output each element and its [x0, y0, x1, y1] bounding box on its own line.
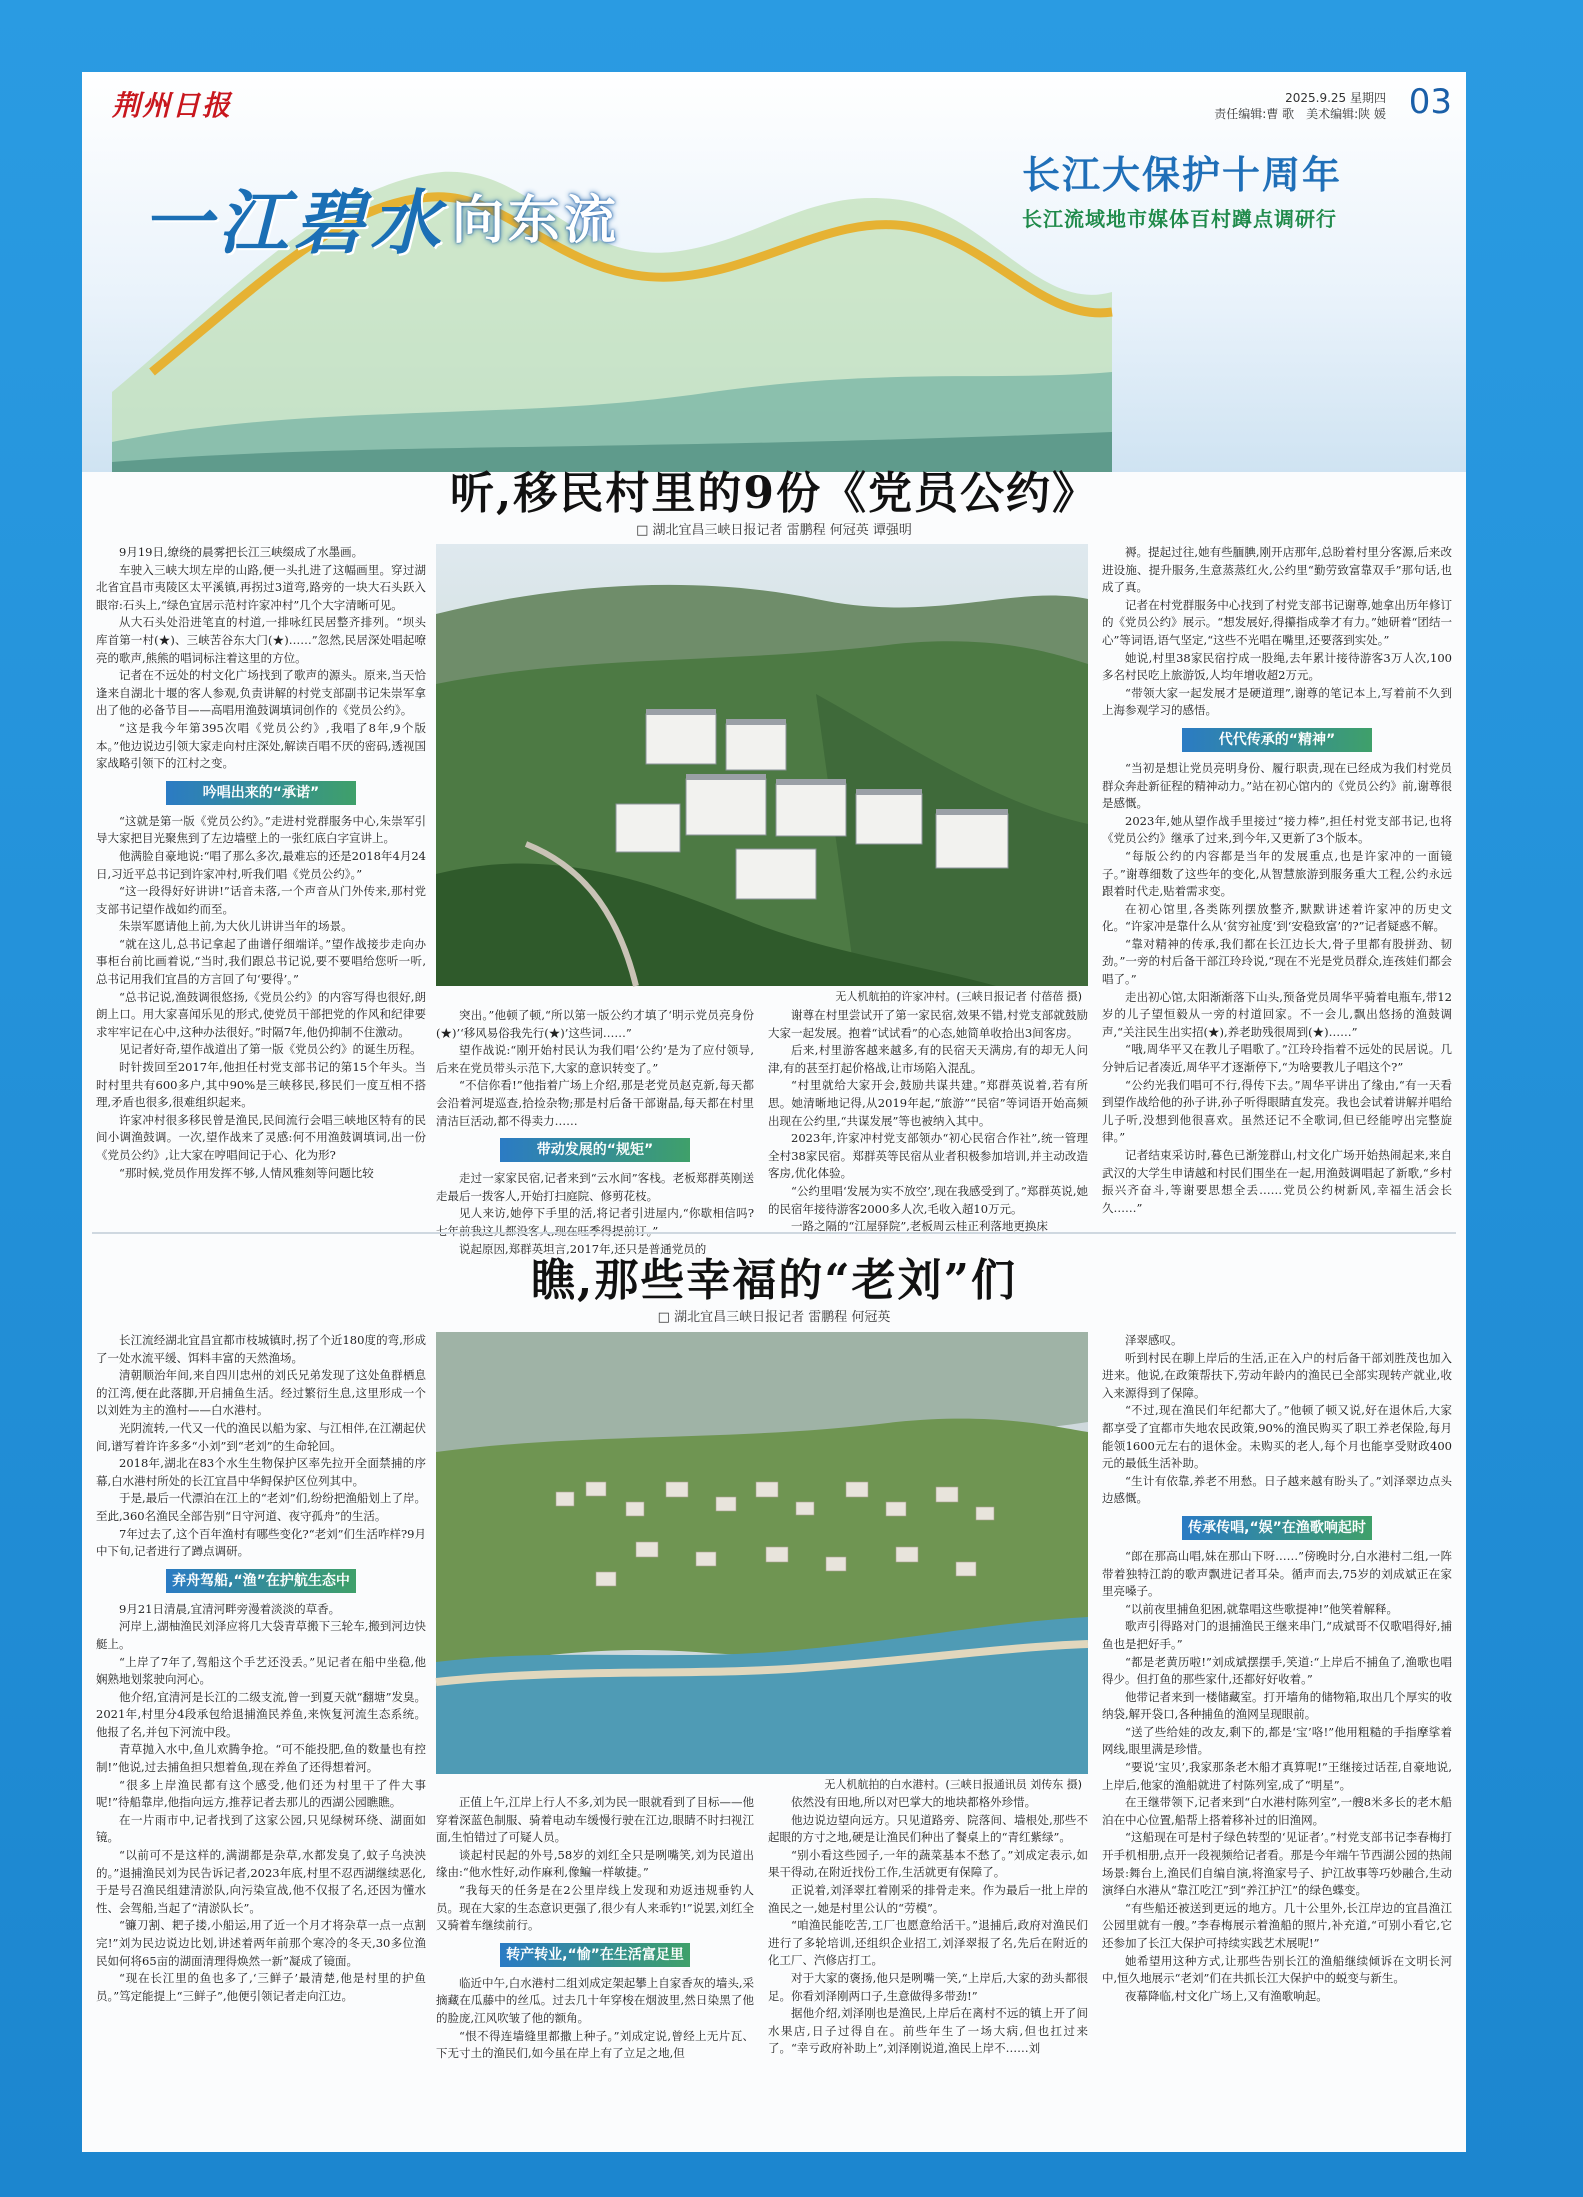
paragraph: “郎在那高山唱,妹在那山下呀……”傍晚时分,白水港村二组,一阵带着独特江韵的歌声飘进记者耳朵。循声而去,75岁的刘成斌正在家里亮嗓子。: [1102, 1548, 1452, 1599]
article1-photo: [436, 544, 1088, 986]
paragraph: 他带记者来到一楼储藏室。打开墙角的储物箱,取出几个厚实的收纳袋,解开袋口,各种捕鱼的渔网呈现眼前。: [1102, 1689, 1452, 1722]
paragraph: “这就是第一版《党员公约》。”走进村党群服务中心,朱崇军引导大家把目光聚焦到了左边墙壁上的一张红底白字宣讲上。: [96, 813, 426, 846]
paragraph: 据他介绍,刘泽刚也是渔民,上岸后在离村不远的镇上开了间水果店,日子过得自在。前些年生了一场大病,但也扛过来了。“幸亏政府补助上”,刘泽刚说道,渔民上岸不……刘: [768, 2006, 1088, 2056]
paragraph: “这是我今年第395次唱《党员公约》,我唱了8年,9个版本。”他边说边引领大家走向村庄深处,解读百唱不厌的密码,透视国家战略引领下的江村之变。: [96, 720, 426, 771]
paragraph: 她希望用这种方式,让那些告别长江的渔船继续倾诉在文明长河中,恒久地展示“老刘”们在共抓长江大保护中的蜕变与新生。: [1102, 1953, 1452, 1986]
paragraph: 记者结束采访时,暮色已渐笼群山,村文化广场开始热闹起来,来自武汉的大学生申请越和村民们围坐在一起,用渔鼓调唱起了新歌,“乡村振兴齐奋斗,等谢要思想全丢……党员公约树新风,幸福生活会长久……”: [1102, 1148, 1452, 1215]
article2-subhead-3: 传承传唱,“娱”在渔歌响起时: [1182, 1516, 1372, 1540]
paragraph: “送了些给娃的改友,剩下的,都是‘宝’咯!”他用粗糙的手指摩挲着网线,眼里满是珍惜。: [1102, 1724, 1452, 1757]
article2-column-4: [1102, 1332, 1452, 2140]
newspaper-page: [82, 72, 1466, 2152]
paragraph: 9月19日,缭绕的晨雾把长江三峡缀成了水墨画。: [119, 545, 364, 559]
paragraph: 褥。提起过往,她有些腼腆,刚开店那年,总盼着村里分客源,后来改进设施、提升服务,生意蒸蒸红火,公约里“勤劳致富靠双手”那句话,也成了真。: [1102, 545, 1452, 595]
paragraph: “以前夜里捕鱼犯困,就靠唱这些歌提神!”他笑着解释。: [1125, 1601, 1399, 1616]
article1-subhead-3: 代代传承的“精神”: [1182, 728, 1372, 752]
paragraph: 车驶入三峡大坝左岸的山路,便一头扎进了这幅画里。穿过湖北省宜昌市夷陵区太平溪镇,再拐过3道弯,路旁的一块大石头跃入眼帘:石头上,“绿色宜居示范村许家冲村”几个大字清晰可见。: [96, 562, 426, 612]
paragraph: 朱崇军愿请他上前,为大伙儿讲讲当年的场景。: [119, 919, 353, 934]
paragraph: 走出初心馆,太阳渐渐落下山头,预备党员周华平骑着电瓶车,带12岁的儿子望恒毅从一旁的村道回家。不一会儿,飘出悠扬的渔鼓调声,“关注民生出实招(★),养老助残很周到(★)……”: [1102, 989, 1452, 1039]
paragraph: 正说着,刘泽翠扛着刚采的排骨走来。作为最后一批上岸的渔民之一,她是村里公认的“劳模”。: [768, 1882, 1088, 1915]
article1-photo-caption: 无人机航拍的许家冲村。(三峡日报记者 付蓓蓓 摄): [835, 990, 1082, 1003]
paragraph: 时针拨回至2017年,他担任村党支部书记的第15个年头。当时村里共有600多户,其中90%是三峡移民,移民们一度互相不搭理,矛盾也很多,很难组织起来。: [96, 1060, 426, 1110]
paragraph: “以前可不是这样的,满湖都是杂草,水都发臭了,蚊子乌泱泱的。”退捕渔民刘为民告诉记者,2023年底,村里不忍西湖继续恶化,于是号召渔民组建清淤队,向污染宣战,他不仅报了名,还因为懂水性、会驾船,当起了“清淤队长”。: [96, 1848, 426, 1915]
paragraph: 夜幕降临,村文化广场上,又有渔歌响起。: [1125, 1988, 1328, 2003]
article1-column-2: [436, 1007, 754, 1256]
paragraph: “那时候,党员作用发挥不够,人情风雅刻等问题比较: [119, 1165, 374, 1180]
paragraph: 在初心馆里,各类陈列摆放整齐,默默讲述着许家冲的历史文化。“许家冲是靠什么从‘贫穷祉度’到‘安稳致富’的?”记者疑惑不解。: [1102, 901, 1452, 934]
paragraph: 走过一家家民宿,记者来到“云水间”客栈。老板郑群英刚送走最后一拨客人,开始打扫庭院、修剪花枝。: [436, 1171, 754, 1203]
paragraph: 河岸上,湖柚渔民刘泽应将几大袋青草搬下三轮车,搬到河边快艇上。: [96, 1619, 426, 1651]
paragraph: “总书记说,渔鼓调很悠扬,《党员公约》的内容写得也很好,朗朗上口。用大家喜闻乐见的形式,使党员干部把党的作风和纪律要求牢牢记在心中,这种办法很好。”时隔7年,他仍抑制不住激动。: [96, 989, 426, 1039]
paragraph: 光阴流转,一代又一代的渔民以船为家、与江相伴,在江潮起伏间,谱写着许许多多“小刘”到“老刘”的生命轮回。: [96, 1420, 426, 1453]
article1-subhead-1: 吟唱出来的“承诺”: [166, 781, 356, 805]
paragraph: 谢尊在村里尝试开了第一家民宿,效果不错,村党支部就鼓励大家一起发展。抱着“试试看”的心态,她简单收拾出3间客房。: [768, 1008, 1088, 1040]
paragraph: 谈起村民起的外号,58岁的刘红全只是咧嘴笑,刘为民道出缘由:“他水性好,动作麻利,像鳊一样敏捷。”: [436, 1847, 754, 1880]
paragraph: 2018年,湖北在83个水生生物保护区率先拉开全面禁捕的序幕,白水港村所处的长江宜昌中华鲟保护区位列其中。: [96, 1456, 426, 1488]
paragraph: 在王继带领下,记者来到“白水港村陈列室”,一艘8米多长的老木船泊在中心位置,船帮上搭着移补过的旧渔网。: [1102, 1795, 1452, 1827]
article1-column-1: [96, 544, 426, 1219]
paragraph: 对于大家的褒扬,他只是咧嘴一笑,“上岸后,大家的劲头都很足。你看刘泽刚两口子,生意做得多带劲!”: [768, 1970, 1088, 2003]
paragraph: “当初是想让党员亮明身份、履行职责,现在已经成为我们村党员群众奔赴新征程的精神动力。”站在初心馆内的《党员公约》前,谢尊很是感慨。: [1102, 760, 1452, 811]
page-number: 03: [1408, 82, 1452, 122]
series-title: 长江大保护十周年: [1022, 153, 1343, 197]
paragraph: 临近中午,白水港村二组刘成定架起攀上自家香灰的墙头,采摘藏在瓜藤中的丝瓜。过去几十年穿梭在烟波里,然日染黑了他的脸庞,江风吹皱了他的额角。: [436, 1975, 754, 2025]
series-box: [1022, 144, 1402, 234]
paragraph: “镰刀割、耙子搂,小船运,用了近一个月才将杂草一点一点割完!”刘为民边说边比划,讲述着两年前那个寒冷的冬天,30多位渔民如何将65亩的湖面清理得焕然一新”凝成了镜面。: [96, 1918, 426, 1968]
paragraph: “带领大家一起发展才是硬道理”,谢尊的笔记本上,写着前不久到上海参观学习的感悟。: [1102, 685, 1452, 718]
paragraph: 长江流经湖北宜昌宜都市枝城镇时,拐了个近180度的弯,形成了一处水流平缓、饵料丰富的天然渔场。: [96, 1333, 426, 1365]
paragraph: 清朝顺治年间,来自四川忠州的刘氏兄弟发现了这处鱼群栖息的江湾,便在此落脚,开启捕鱼生活。经过繁衍生息,这里形成一个以刘姓为主的渔村——白水港村。: [96, 1368, 426, 1418]
article2-photo-caption: 无人机航拍的白水港村。(三峡日报通讯员 刘传东 摄): [824, 1778, 1082, 1791]
paragraph: 2023年,许家冲村党支部领办“初心民宿合作社”,统一管理全村38家民宿。郑群英等民宿从业者积极参加培训,并主动改造客房,优化体验。: [768, 1131, 1088, 1181]
article2-subhead-2: 转产转业,“愉”在生活富足里: [500, 1943, 690, 1967]
issue-editors: 责任编辑:曹 歌 美术编辑:陕 媛: [1214, 107, 1386, 121]
paragraph: “公约光我们唱可不行,得传下去。”周华平讲出了缘由,“有一天看到望作战给他的孙子讲,孙子听得眼睛直发亮。我也会试着讲解并唱给儿子听,没想到他很喜欢。虽然还记不全歌词,但已经能哼出完整旋律。”: [1102, 1077, 1452, 1145]
paragraph: “我每天的任务是在2公里岸线上发现和劝返违规垂钓人员。现在大家的生态意识更强了,很少有人来乖钓!”说罢,刘红全又骑着车继续前行。: [436, 1882, 754, 1933]
paragraph: “每版公约的内容都是当年的发展重点,也是许家冲的一面镜子。”谢尊细数了这些年的变化,从智慧旅游到服务重大工程,公约永远跟着时代走,贴着需求变。: [1102, 848, 1452, 899]
series-subtitle: 长江流域地市媒体百村蹲点调研行: [1022, 207, 1337, 231]
paragraph: “村里就给大家开会,鼓励共谋共建。”郑群英说着,若有所思。她清晰地记得,从2019年起,“旅游”“民宿”等词语开始高频出现在公约里,“共谋发展”等也被纳入其中。: [768, 1078, 1088, 1128]
banner-art-title: 一江碧水: [142, 181, 446, 264]
paragraph: 一路之隔的“江屋驿院”,老板周云桂正利落地更换床: [791, 1219, 1048, 1234]
paragraph: 他边说边望向远方。只见道路旁、院落间、墙根处,那些不起眼的方寸之地,硬是让渔民们种出了餐桌上的“青红紫绿”。: [768, 1812, 1088, 1845]
paragraph: 正值上午,江岸上行人不多,刘为民一眼就看到了目标——他穿着深蓝色制服、骑着电动车缓慢行驶在江边,眼睛不时扫视江面,生怕错过了可疑人员。: [436, 1795, 754, 1845]
paragraph: 在一片雨市中,记者找到了这家公园,只见绿树环绕、湖面如镜。: [96, 1812, 426, 1845]
paragraph: “不信你看!”他指着广场上介绍,那是老党员赵克新,每天都会沿着河堤巡查,拾捡杂物;那是村后备干部谢晶,每天都在村里清洁巨活动,都不得卖力……: [436, 1078, 754, 1128]
paragraph: 突出。”他顿了顿,“所以第一版公约才填了‘明示党员亮身份(★)’‘移风易俗我先行(★)’这些词……”: [436, 1008, 754, 1040]
paragraph: “这一段得好好讲讲!”话音未落,一个声音从门外传来,那村党支部书记望作战如约而至。: [96, 884, 426, 916]
issue-date: 2025.9.25 星期四: [1285, 91, 1386, 105]
paragraph: “都是老黄历啦!”刘成斌摆摆手,笑道:“上岸后不捕鱼了,渔歌也唱得少。但打鱼的那些家什,还都好好收着。”: [1102, 1654, 1452, 1687]
article2-photo: [436, 1332, 1088, 1774]
paragraph: 青草抛入水中,鱼儿欢腾争抢。“可不能投肥,鱼的数量也有控制!”他说,过去捕鱼担只想着鱼,现在养鱼了还得想着河。: [96, 1742, 426, 1775]
paragraph: “现在长江里的鱼也多了,‘三鲜子’最清楚,他是村里的护鱼员。”笃定能提上“三鲜子”,他便引领记者走向江边。: [96, 1971, 426, 2003]
paragraph: 9月21日清晨,宜清河畔旁漫着淡淡的草香。: [119, 1601, 341, 1616]
paragraph: 依然没有田地,所以对巴掌大的地块都格外珍惜。: [791, 1795, 1037, 1809]
article-divider: [92, 1232, 1456, 1234]
paragraph: 7年过去了,这个百年渔村有哪些变化?“老刘”们生活咋样?9月中下旬,记者进行了蹲点调研。: [96, 1526, 426, 1559]
banner-art-title-2: 向东流: [452, 191, 621, 251]
paragraph: 从大石头处沿进笔直的村道,一排咏红民居整齐排列。“坝头库首第一村(★)、三峡苦谷东大门(★)……”忽然,民居深处唱起嘹亮的歌声,熊熊的唱词标注着这里的方位。: [96, 615, 426, 665]
masthead-banner: [82, 72, 1466, 472]
article2-column-3: [768, 1794, 1088, 2140]
article2-subhead-1: 弃舟驾船,“渔”在护航生态中: [166, 1569, 356, 1593]
paragraph: “有些船还被送到更远的地方。几十公里外,长江岸边的宜昌渔江公园里就有一艘。”李春梅展示着渔船的照片,补充道,“可别小看它,它还参加了长江大保护可持续实践艺术展呢!”: [1102, 1900, 1452, 1950]
article1-column-4: [1102, 544, 1452, 1219]
issue-meta: [1214, 90, 1386, 122]
paragraph: “公约里唱‘发展为实不放空’,现在我感受到了。”郑群英说,她的民宿年接待游客2000多人次,毛收入超10万元。: [768, 1183, 1088, 1216]
paragraph: 于是,最后一代漂泊在江上的“老刘”们,纷纷把渔船划上了岸。至此,360名渔民全部告别“日守河道、夜守孤舟”的生活。: [96, 1491, 426, 1523]
paragraph: 泽翠感叹。: [1125, 1333, 1183, 1347]
paragraph: “很多上岸渔民都有这个感受,他们还为村里干了件大事呢!”待船靠岸,他指向远方,推荐记者去那儿的西湖公园瞧瞧。: [96, 1777, 426, 1810]
article2-column-1: [96, 1332, 426, 2140]
paragraph: 2023年,她从望作战手里接过“接力棒”,担任村党支部书记,也将《党员公约》继承了过来,到今年,又更新了3个版本。: [1102, 813, 1452, 846]
article1-subhead-2: 带动发展的“规矩”: [500, 1138, 690, 1162]
article1-column-3: [768, 1007, 1088, 1234]
paragraph: 后来,村里游客越来越多,有的民宿天天满房,有的却无人问津,有的甚至打起价格战,让市场陷入混乱。: [768, 1043, 1088, 1075]
paragraph: “生计有依靠,养老不用愁。日子越来越有盼头了。”刘泽翠边点头边感慨。: [1102, 1473, 1452, 1506]
article2-byline: □ 湖北宜昌三峡日报记者 雷鹏程 何冠英: [657, 1310, 891, 1325]
paragraph: “靠对精神的传承,我们都在长江边长大,骨子里都有股拼劲、韧劲。”一旁的村后备干部江玲玲说,“现在不光是党员群众,连孩娃们都会唱了。”: [1102, 936, 1452, 987]
paragraph: “上岸了7年了,驾船这个手艺还没丢。”见记者在船中坐稳,他娴熟地划浆驶向河心。: [96, 1654, 426, 1687]
paragraph: 许家冲村很多移民曾是渔民,民间流行会唱三峡地区特有的民间小调渔鼓调。一次,望作战来了灵感:何不用渔鼓调填词,出一份《党员公约》,让大家在哼唱间记于心、化为形?: [96, 1112, 426, 1162]
article1-headline: 听,移民村里的9份《党员公约》: [450, 468, 1098, 519]
paragraph: 见人来访,她停下手里的活,将记者引进屋内,“你歇相信吗?七年前我这儿都没客人,现在旺季得提前订。”: [436, 1206, 754, 1238]
article1-byline: □ 湖北宜昌三峡日报记者 雷鹏程 何冠英 谭强明: [636, 523, 912, 538]
paragraph: 她说,村里38家民宿拧成一股绳,去年累计接待游客3万人次,100多名村民吃上旅游饭,人均年增收超2万元。: [1102, 650, 1452, 683]
article2-headline: 瞧,那些幸福的“老刘”们: [531, 1255, 1017, 1306]
paragraph: “别小看这些园子,一年的蔬菜基本不愁了。”刘成定表示,如果干得动,在附近找份工作,生活就更有保障了。: [768, 1847, 1088, 1880]
paragraph: 他介绍,宜清河是长江的二级支流,曾一到夏天就“翻塘”发臭。2021年,村里分4段承包给退捕渔民养鱼,来恢复河流生态系统。他报了名,并包下河流中段。: [96, 1689, 426, 1739]
paragraph: “不过,现在渔民们年纪都大了。”他顿了顿又说,好在退休后,大家都享受了宜都市失地农民政策,90%的渔民购买了职工养老保险,每月能领1600元左右的退休金。未购买的老人,每个月也能享受财政400元的最低生活补助。: [1102, 1403, 1452, 1471]
paragraph: “哦,周华平又在教儿子唱歌了。”江玲玲指着不远处的民居说。几分钟后记者凑近,周华平才逐渐停下,“为啥要教儿子唱这个?”: [1102, 1042, 1452, 1075]
paragraph: “咱渔民能吃苦,工厂也愿意给活干。”退捕后,政府对渔民们进行了多轮培训,还组织企业招工,刘泽翠报了名,先后在附近的化工厂、汽修店打工。: [768, 1918, 1088, 1968]
paragraph: 听到村民在聊上岸后的生活,正在入户的村后备干部刘胜茂也加入进来。他说,在政策帮扶下,劳动年龄内的渔民已全部实现转产就业,收入来源得到了保障。: [1102, 1350, 1452, 1400]
article2-column-2: [436, 1794, 754, 2140]
paragraph: 望作战说:“刚开始村民认为我们唱‘公约’是为了应付领导,后来在党员带头示范下,大家的意识转变了。”: [436, 1043, 754, 1075]
paragraph: “这船现在可是村子绿色转型的‘见证者’。”村党支部书记李春梅打开手机相册,点开一段视频给记者看。那是今年端午节西湖公园的热闹场景:舞台上,渔民们自编自演,将渔家号子、护江故事等巧妙融合,生动演绎白水港从“靠江吃江”到“养江护江”的绿色蝶变。: [1102, 1830, 1452, 1898]
paragraph: 他满脸自豪地说:“唱了那么多次,最难忘的还是2018年4月24日,习近平总书记到许家冲村,听我们唱《党员公约》。”: [96, 848, 426, 881]
paragraph: 记者在不远处的村文化广场找到了歌声的源头。原来,当天恰逢来自湖北十堰的客人参观,负责讲解的村党支部副书记朱崇军拿出了他的必备节目——高唱用渔鼓调填词创作的《党员公约》。: [96, 668, 426, 718]
paragraph: 记者在村党群服务中心找到了村党支部书记谢尊,她拿出历年修订的《党员公约》展示。“想发展好,得攥指成拳才有力。”她研着“团结一心”等词语,语气坚定,“这些不光唱在嘴里,还要落到实处。”: [1102, 597, 1452, 647]
paragraph: “就在这儿,总书记拿起了曲谱仔细端详。”望作战接步走向办事柜台前比画着说,“当时,我们跟总书记说,要不要唱给您听一听,总书记用我们宜昌的方言回了句‘要得’。”: [96, 936, 426, 987]
paragraph: 见记者好奇,望作战道出了第一版《党员公约》的诞生历程。: [119, 1042, 422, 1057]
paragraph: 说起原因,郑群英坦言,2017年,还只是普通党员的: [459, 1241, 707, 1256]
paragraph: “恨不得连墙缝里都撒上种子。”刘成定说,曾经上无片瓦、下无寸土的渔民们,如今虽在岸上有了立足之地,但: [436, 2028, 754, 2061]
paragraph: “要说‘宝贝’,我家那条老木船才真算呢!”王继接过话茬,自豪地说,上岸后,他家的渔船就进了村陈列室,成了“明星”。: [1102, 1760, 1452, 1792]
newspaper-logo: 荆州日报: [112, 89, 233, 122]
paragraph: 歌声引得路对门的退捕渔民王继来串门,“成斌哥不仅歌唱得好,捕鱼也是把好手。”: [1102, 1619, 1452, 1651]
